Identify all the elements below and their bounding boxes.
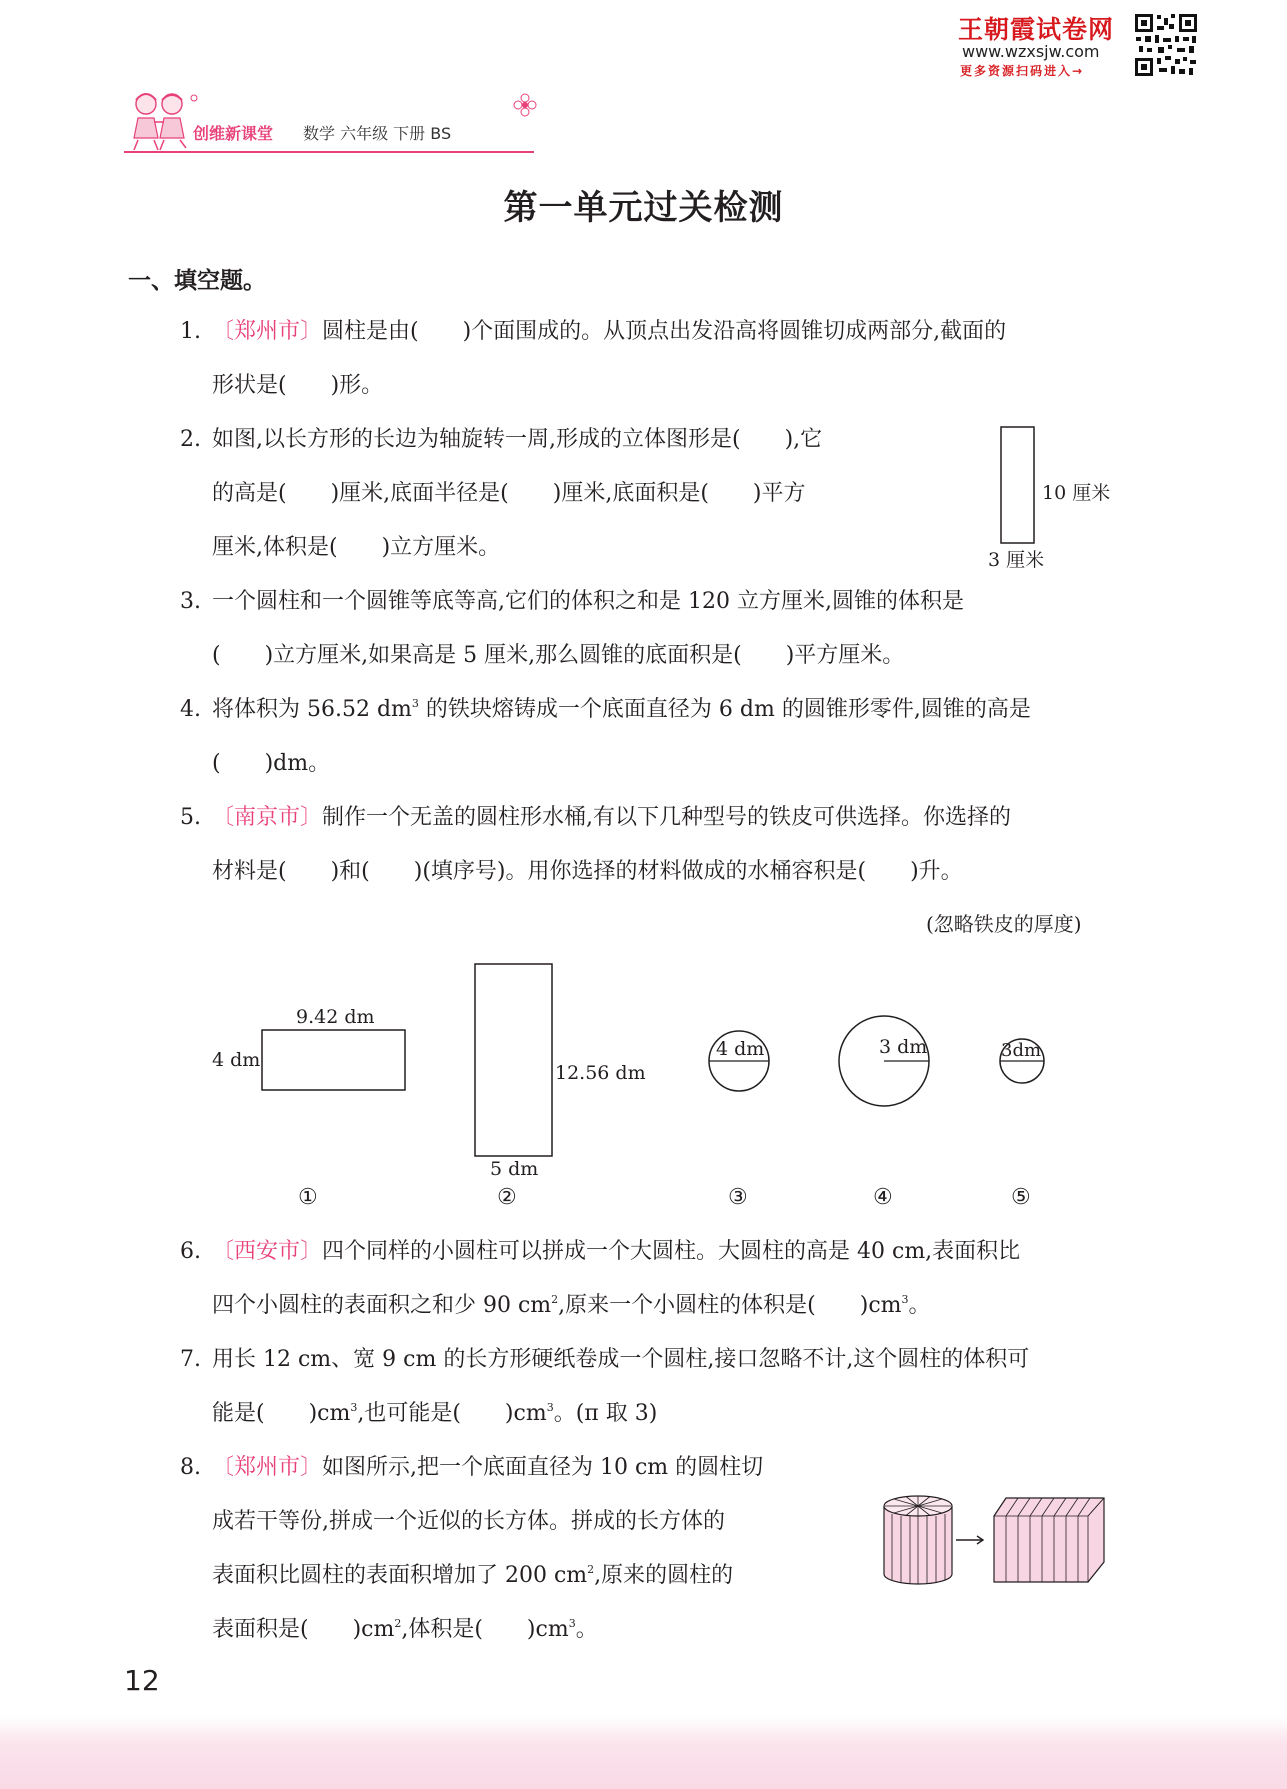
question-text: 。 (575, 1617, 598, 1642)
material-4-label: 3 dm (879, 1036, 928, 1058)
question-text: ,也可能是( )cm (357, 1401, 547, 1426)
material-1-number: ① (298, 1185, 318, 1210)
material-4-number: ④ (873, 1185, 893, 1210)
bottom-decorative-band (0, 1716, 1287, 1789)
superscript: 2 (587, 1563, 595, 1576)
question-3-line-2: ( )立方厘米,如果高是 5 厘米,那么圆锥的底面积是( )平方厘米。 (212, 643, 905, 668)
rectangle-figure (995, 424, 1037, 546)
city-tag: 〔郑州市〕 (212, 1455, 323, 1480)
qr-code-icon[interactable] (1133, 12, 1199, 78)
question-text: 四个小圆柱的表面积之和少 90 cm (212, 1293, 552, 1318)
question-5-line-1 (180, 803, 1011, 833)
question-2-line-3: 厘米,体积是( )立方厘米。 (212, 535, 501, 560)
question-text: ,原来的圆柱的 (594, 1563, 734, 1588)
question-3-line-1 (180, 587, 964, 617)
question-1-line-1 (180, 317, 1006, 347)
material-2-rectangle (475, 964, 552, 1156)
question-7-line-2 (212, 1399, 657, 1429)
superscript: 2 (394, 1617, 402, 1630)
watermark-tagline: 更多资源扫码进入→ (960, 64, 1085, 78)
watermark-url[interactable]: www.wzxsjw.com (962, 42, 1100, 61)
book-brand: 创维新课堂 (193, 124, 274, 143)
question-text: 制作一个无盖的圆柱形水桶,有以下几种型号的铁皮可供选择。你选择的 (322, 805, 1012, 830)
material-5-label: 3dm (1001, 1040, 1042, 1061)
question-text: 用长 12 cm、宽 9 cm 的长方形硬纸卷成一个圆柱,接口忽略不计,这个圆柱的体积可 (212, 1347, 1030, 1372)
approximate-cuboid (994, 1498, 1104, 1582)
question-text: 表面积比圆柱的表面积增加了 200 cm (212, 1563, 588, 1588)
question-number: 6. (180, 1239, 201, 1264)
question-7-line-1 (180, 1345, 1029, 1375)
question-text: 圆柱是由( )个面围成的。从顶点出发沿高将圆锥切成两部分,截面的 (322, 319, 1007, 344)
question-text: ,体积是( )cm (401, 1617, 569, 1642)
superscript: 3 (350, 1401, 358, 1414)
question-text: 将体积为 56.52 dm (212, 697, 412, 722)
question-number: 8. (180, 1455, 201, 1480)
question-number: 7. (180, 1347, 201, 1372)
question-number: 2. (180, 427, 201, 452)
question-text: 。(π 取 3) (553, 1401, 658, 1426)
question-6-line-2 (212, 1291, 931, 1321)
children-mascot-icon (124, 88, 200, 154)
rectangle-height-label: 10 厘米 (1042, 482, 1111, 504)
superscript: 3 (411, 697, 419, 710)
material-3-label: 4 dm (716, 1038, 765, 1060)
superscript: 3 (568, 1617, 576, 1630)
question-number: 3. (180, 589, 201, 614)
material-1-rectangle (262, 1030, 405, 1090)
question-text: 四个同样的小圆柱可以拼成一个大圆柱。大圆柱的高是 40 cm,表面积比 (322, 1239, 1021, 1264)
question-number: 4. (180, 697, 201, 722)
book-subject-info: 数学 六年级 下册 BS (303, 124, 452, 143)
question-8-line-4 (212, 1615, 598, 1645)
question-5-line-2: 材料是( )和( )(填序号)。用你选择的材料做成的水桶容积是( )升。 (212, 859, 963, 884)
material-5-number: ⑤ (1011, 1185, 1031, 1210)
watermark-site-name: 王朝霞试卷网 (958, 15, 1115, 44)
rectangle-width-label: 3 厘米 (988, 549, 1045, 571)
city-tag: 〔郑州市〕 (212, 319, 323, 344)
question-2-line-1 (180, 425, 822, 455)
question-4-line-1 (180, 695, 1031, 725)
sliced-cylinder (884, 1496, 952, 1584)
header-divider (124, 151, 534, 153)
question-text: 如图,以长方形的长边为轴旋转一周,形成的立体图形是( ),它 (212, 427, 823, 452)
question-4-line-2: ( )dm。 (212, 751, 331, 776)
question-text: 表面积是( )cm (212, 1617, 395, 1642)
question-5-note: (忽略铁皮的厚度) (926, 912, 1082, 936)
materials-figure (255, 960, 1055, 1165)
question-text: ,原来一个小圆柱的体积是( )cm (558, 1293, 902, 1318)
material-1-side-label: 4 dm (212, 1049, 261, 1071)
material-1-top-label: 9.42 dm (296, 1006, 375, 1028)
material-2-number: ② (497, 1185, 517, 1210)
question-8-line-3 (212, 1561, 733, 1591)
question-8-line-2: 成若干等份,拼成一个近似的长方体。拼成的长方体的 (212, 1509, 725, 1534)
question-text: 如图所示,把一个底面直径为 10 cm 的圆柱切 (322, 1455, 764, 1480)
superscript: 2 (551, 1293, 559, 1306)
page-number: 12 (124, 1664, 160, 1697)
question-text: 能是( )cm (212, 1401, 351, 1426)
superscript: 3 (901, 1293, 909, 1306)
material-2-side-label: 12.56 dm (555, 1062, 646, 1084)
question-number: 5. (180, 805, 201, 830)
question-8-line-1 (180, 1453, 763, 1483)
question-2-line-2: 的高是( )厘米,底面半径是( )厘米,底面积是( )平方 (212, 481, 806, 506)
cylinder-to-cuboid-figure (876, 1492, 1108, 1592)
superscript: 3 (546, 1401, 554, 1414)
material-2-bottom-label: 5 dm (490, 1158, 539, 1180)
flower-icon (512, 92, 538, 118)
city-tag: 〔西安市〕 (212, 1239, 323, 1264)
question-text: 的铁块熔铸成一个底面直径为 6 dm 的圆锥形零件,圆锥的高是 (418, 697, 1031, 722)
page-title: 第一单元过关检测 (503, 188, 784, 228)
question-text: 。 (908, 1293, 931, 1318)
city-tag: 〔南京市〕 (212, 805, 323, 830)
question-text: 一个圆柱和一个圆锥等底等高,它们的体积之和是 120 立方厘米,圆锥的体积是 (212, 589, 964, 614)
material-3-number: ③ (728, 1185, 748, 1210)
question-6-line-1 (180, 1237, 1020, 1267)
question-1-line-2: 形状是( )形。 (212, 373, 384, 398)
section-title: 一、填空题。 (128, 268, 266, 294)
question-number: 1. (180, 319, 201, 344)
